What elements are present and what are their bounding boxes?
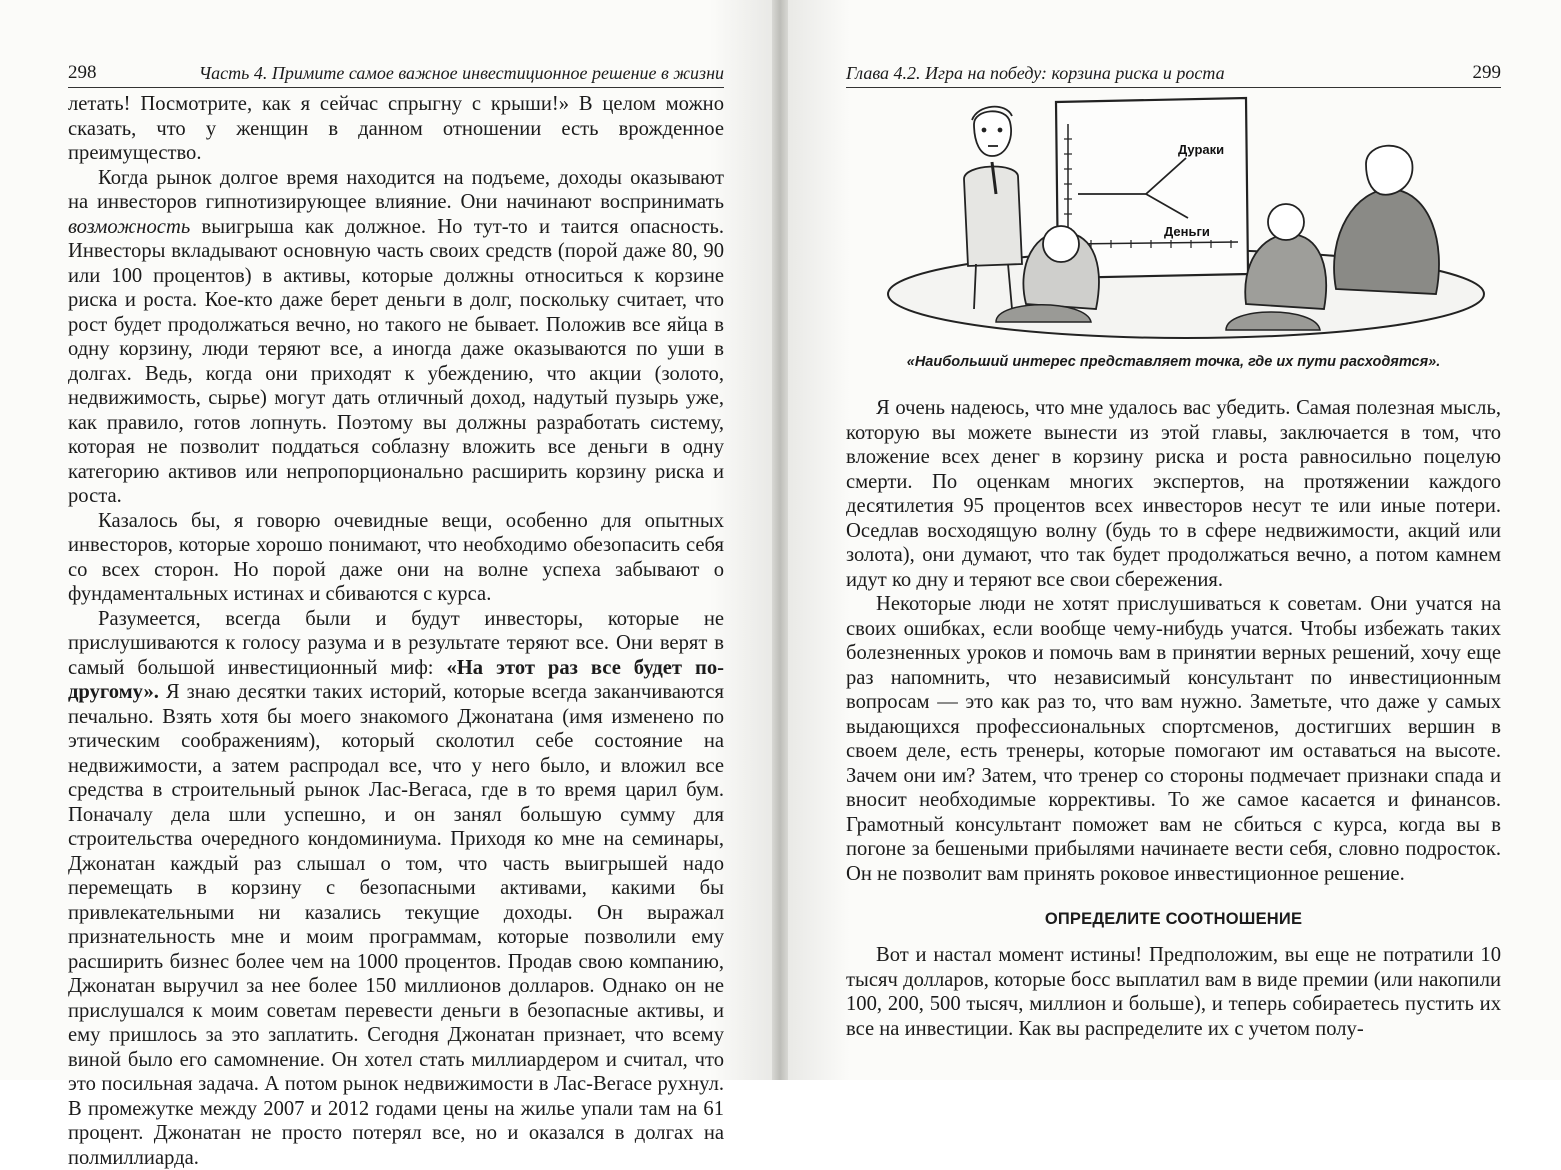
- left-p4-text-b: Я знаю десятки таких историй, которые всегда заканчиваются печально. Взять хотя бы моего знакомого Джонатана (имя изменено по этическим соображениям), который сколотил себе состояние на недвижимости, а затем распродал все, что у него было, и вложил все средства в строительный рынок Лас-Вегаса, где в то время царил бум. Поначалу дела шли успешно, и он занял большую сумму для строительства очередного кондоминиума. Приходя ко мне на семинары, Джонатан каждый раз слышал о том, что часть выигрышей надо перемещать в корзину с безопасными активами, какими бы привлекательными ни казались текущие доходы. Он выражал признательность мне и моим программам, которые позволили ему расширить бизнес более чем на 1000 процентов. Продав свою компанию, Джонатан выручил за нее более 150 миллионов долларов. Однако он не прислушался к моим советам перевести деньги в безопасные активы, и ему пришлось за это заплатить. Сегодня Джонатан признает, что всему виной было его самомнение. Он хотел стать миллиардером и считал, что это посильная задача. А потом рынок недвижимости в Лас-Вегасе рухнул. В промежутке между 2007 и 2012 годами цены на жилье упали там на 61 процент. Джонатан не просто потерял все, но и оказался в долгах на полмиллиарда.: [68, 681, 724, 1169]
- right-running-head: [846, 60, 1501, 88]
- label-money: Деньги: [1164, 224, 1210, 239]
- right-body-text-2: [846, 943, 1501, 1041]
- left-page-number: 298: [68, 62, 97, 84]
- left-body-text: [68, 92, 724, 1170]
- left-paragraph-3: Казалось бы, я говорю очевидные вещи, особенно для опытных инвесторов, которые хорошо понимают, что необходимо обезопасить себя со всех сторон. Но порой даже они на волне успеха забывают о фундаментальных истинах и сбиваются с курса.: [68, 509, 724, 607]
- left-p4-text-a: Разумеется, всегда были и будут инвесторы, которые не прислушиваются к голосу разума и в результате теряют все. Они верят в самый большой инвестиционный миф:: [68, 608, 724, 679]
- left-paragraph-1: летать! Посмотрите, как я сейчас спрыгну с крыши!» В целом можно сказать, что у женщин в данном отношении есть врожденное преимущество.: [68, 92, 724, 166]
- figure-caption: «Наибольший интерес представляет точка, где их пути расходятся».: [846, 354, 1501, 370]
- left-p2-italic: возможность: [68, 216, 190, 238]
- left-p2-text-b: выигрыша как должное. Но тут-то и таится опасность. Инвесторы вкладывают основную часть своих средств (порой даже 80, 90 или 100 процентов) в активы, которые должны относиться к корзине риска и роста. Кое-кто даже берет деньги в долг, поскольку считает, что рост будет продолжаться вечно, но такого не бывает. Положив все яйца в одну корзину, люди теряют все, а иногда даже оказываются по уши в долгах. Ведь, когда они приходят к убеждению, что акции (золото, недвижимость, сырье) могут дать отличный доход, надутый пузырь уже, как правило, готов лопнуть. Поэтому вы должны разработать систему, которая не позволит поддаться соблазну вложить все деньги в одну категорию активов или непропорционально расширить корзину риска и роста.: [68, 216, 724, 508]
- cartoon-drawing: [846, 94, 1501, 342]
- book-gutter: [772, 0, 788, 1080]
- label-fools: Дураки: [1178, 142, 1224, 157]
- left-page: [0, 0, 772, 1080]
- left-paragraph-4: [68, 607, 724, 1170]
- right-body-text: [846, 396, 1501, 886]
- right-paragraph-2: Некоторые люди не хотят прислушиваться к советам. Они учатся на своих ошибках, если вообще чему-нибудь учатся. Чтобы избежать таких болезненных уроков и помочь вам в принятии верных решений, хочу еще раз напомнить, что независимый консультант по инвестиционным вопросам — это как раз то, что вам нужно. Заметьте, что даже у самых выдающихся профессиональных спортсменов, достигших вершин в своем деле, есть тренеры, которые помогают им оставаться на высоте. Зачем они им? Затем, что тренер со стороны подмечает признаки спада и вносит необходимые коррективы. То же самое касается и финансов. Грамотный консультант поможет вам не сбиться с курса, когда вы в погоне за бешеными прибылями начинаете вести себя, словно подросток. Он не позволит вам принять роковое инвестиционное решение.: [846, 592, 1501, 886]
- left-paragraph-2: [68, 166, 724, 509]
- left-p4-bold-quote: «На этот раз все будет по-другому».: [68, 657, 724, 704]
- right-paragraph-3: Вот и настал момент истины! Предположим, вы еще не потратили 10 тысяч долларов, которые босс выплатил вам в виде премии (или накопили 100, 200, 500 тысяч, миллион и больше), и теперь собираетесь пустить их все на инвестиции. Как вы распределите их с учетом полу-: [846, 943, 1501, 1041]
- cartoon-illustration: [846, 94, 1501, 342]
- left-running-title: Часть 4. Примите самое важное инвестиционное решение в жизни: [199, 63, 724, 84]
- right-paragraph-1: Я очень надеюсь, что мне удалось вас убедить. Самая полезная мысль, которую вы можете вынести из этой главы, заключается в том, что вложение всех денег в корзину риска и роста равносильно поцелую смерти. По оценкам многих экспертов, на протяжении каждого десятилетия 95 процентов всех инвесторов несут те или иные потери. Оседлав восходящую волну (будь то в сфере недвижимости, акций или золота), они думают, что так будет продолжаться вечно, а потом камнем идут ко дну и теряют все свои сбережения.: [846, 396, 1501, 592]
- right-page-number: 299: [1473, 62, 1502, 84]
- left-p2-text-a: Когда рынок долгое время находится на подъеме, доходы оказывают на инвесторов гипнотизирующее влияние. Они начинают воспринимать: [68, 167, 724, 214]
- right-page: [788, 0, 1561, 1080]
- left-running-head: [68, 60, 724, 88]
- section-heading: ОПРЕДЕЛИТЕ СООТНОШЕНИЕ: [846, 910, 1501, 929]
- right-running-title: Глава 4.2. Игра на победу: корзина риска и роста: [846, 63, 1225, 84]
